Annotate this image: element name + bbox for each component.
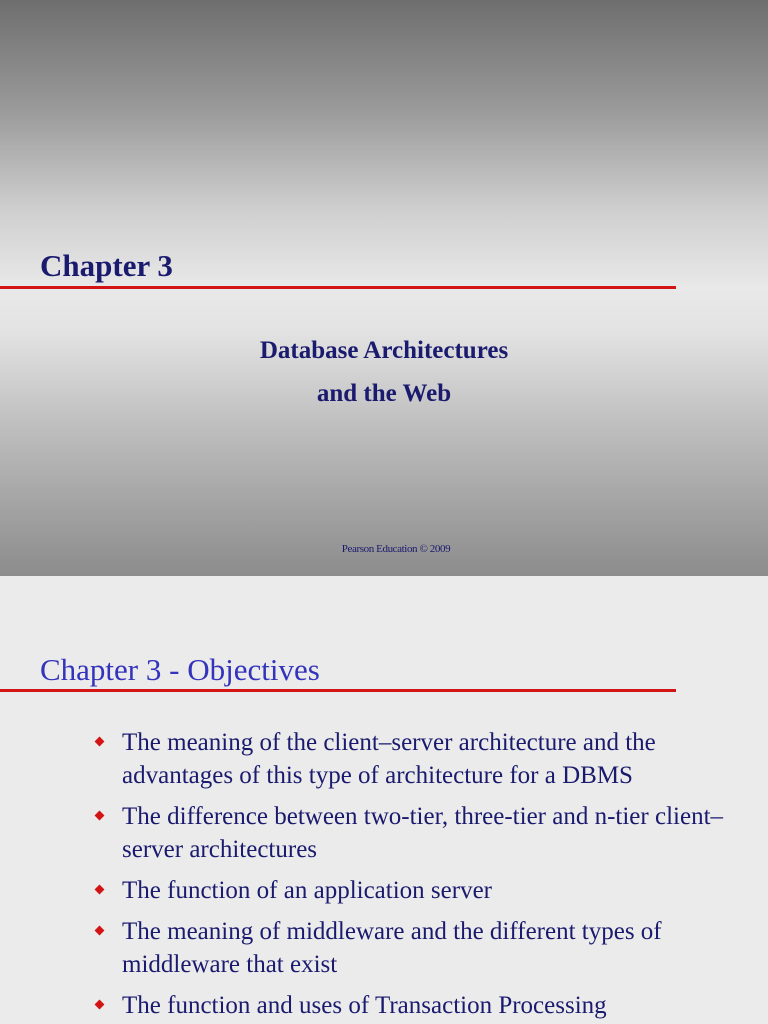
objective-item — [92, 989, 742, 1022]
objective-text: The function of an application server — [122, 877, 492, 904]
subtitle-line-1: Database Architectures — [259, 337, 509, 364]
objectives-title: Chapter 3 - Objectives — [40, 652, 320, 687]
title-underline-rule — [0, 286, 676, 289]
objective-text: The difference between two-tier, three-tier and n-tier client–server architectures — [122, 803, 724, 863]
red-diamond-bullet-icon — [95, 926, 105, 936]
red-diamond-bullet-icon — [95, 737, 105, 747]
objective-item — [92, 726, 742, 792]
chapter-title: Chapter 3 — [40, 248, 173, 283]
objective-item — [92, 915, 742, 981]
red-diamond-bullet-icon — [95, 811, 105, 821]
objective-text: The meaning of middleware and the different types of middleware that exist — [122, 918, 662, 978]
copyright-footer: Pearson Education © 2009 — [341, 543, 451, 555]
objective-text: The function and uses of Transaction Processing — [122, 992, 607, 1019]
objectives-list — [92, 726, 742, 1024]
objective-text: The meaning of the client–server architecture and the advantages of this type of architecture for a DBMS — [122, 729, 656, 789]
objective-item — [92, 874, 742, 907]
subtitle-line-2: and the Web — [316, 380, 452, 407]
objective-item — [92, 800, 742, 866]
objectives-underline-rule — [0, 689, 676, 692]
objectives-slide — [0, 576, 768, 1024]
red-diamond-bullet-icon — [95, 885, 105, 895]
red-diamond-bullet-icon — [95, 1000, 105, 1010]
